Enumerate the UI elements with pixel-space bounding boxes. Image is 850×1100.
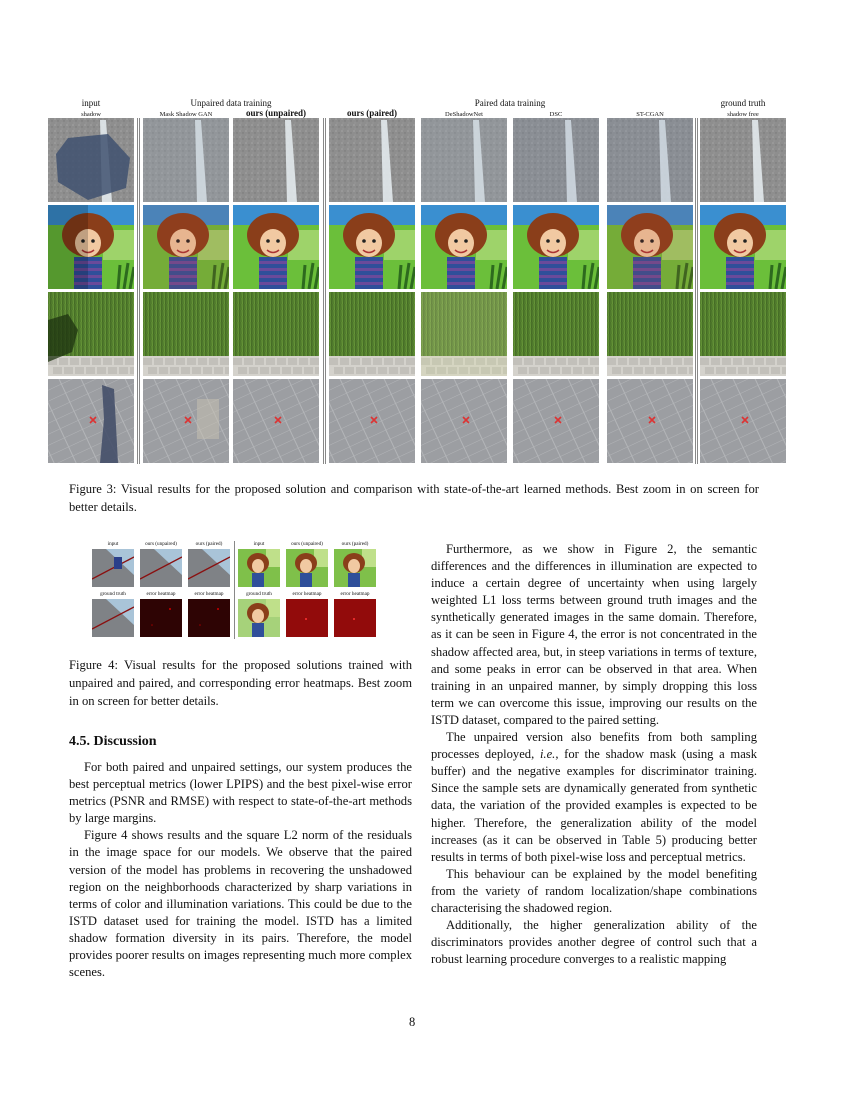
sub-shadow-free: shadow free bbox=[727, 111, 759, 118]
result-image bbox=[233, 118, 319, 202]
separator-line bbox=[697, 118, 698, 464]
section-heading: 4.5. Discussion bbox=[69, 734, 157, 749]
figure4-label: error heatmap bbox=[292, 591, 322, 597]
figure4-label: error heatmap bbox=[340, 591, 370, 597]
result-image bbox=[233, 292, 319, 376]
figure4-label: input bbox=[107, 541, 119, 547]
separator-line bbox=[695, 118, 696, 464]
figure4-label: ours (unpaired) bbox=[291, 541, 323, 547]
result-image bbox=[329, 292, 415, 376]
figure4-caption: Figure 4: Visual results for the proposed solutions trained with unpaired and paired, and corresponding error heatmaps. Best zoom in on screen for better details. bbox=[69, 658, 412, 708]
result-image bbox=[143, 205, 229, 289]
figure4-label: ours (paired) bbox=[195, 541, 223, 547]
result-image bbox=[700, 379, 786, 463]
result-image bbox=[140, 549, 182, 587]
result-image bbox=[92, 599, 134, 637]
figure4-label: ground truth bbox=[246, 591, 272, 597]
paragraph: Furthermore, as we show in Figure 2, the semantic differences and the differences in illumination are expected to induce a certain degree of uncertainty when using largely weighted L1 loss terms between ground truth images and the synthetically generated images in the same domain. Therefore, as it can be seen in Figure 4, the error is not concentrated in the shadow affected area, but, in steep variations in terms of texture, and some peaks in error can be observed in that area. When training in an unpaired manner, by simply dropping this loss term we can overcome this issue, improving our results on the ISTD dataset, compared to the paired setting. bbox=[431, 542, 757, 727]
separator-line bbox=[139, 118, 140, 464]
sub-deshadownet: DeShadowNet bbox=[445, 111, 483, 118]
result-image bbox=[334, 549, 376, 587]
result-image bbox=[607, 379, 693, 463]
result-image bbox=[238, 599, 280, 637]
separator-line bbox=[137, 118, 138, 464]
header-unpaired: Unpaired data training bbox=[190, 98, 272, 108]
result-image bbox=[140, 599, 182, 637]
result-image bbox=[700, 292, 786, 376]
figure4-label: ours (unpaired) bbox=[145, 541, 177, 547]
sub-mask-shadow-gan: Mask Shadow GAN bbox=[159, 111, 213, 118]
result-image bbox=[421, 118, 507, 202]
figure3-caption: Figure 3: Visual results for the proposed solution and comparison with state-of-the-art learned methods. Best zoom in on screen for better details. bbox=[69, 482, 759, 514]
result-image bbox=[513, 118, 599, 202]
left-column bbox=[69, 759, 412, 981]
result-image bbox=[700, 205, 786, 289]
figure4-label: error heatmap bbox=[146, 591, 176, 597]
paragraph: Additionally, the higher generalization ability of the discriminators provides another degree of control such that a robust learning procedure converges to a realistic mapping bbox=[431, 918, 757, 967]
sub-ours-paired: ours (paired) bbox=[346, 108, 398, 118]
result-image bbox=[700, 118, 786, 202]
result-image bbox=[238, 549, 280, 587]
result-image bbox=[607, 292, 693, 376]
result-image bbox=[143, 118, 229, 202]
result-image bbox=[513, 292, 599, 376]
figure4-label: ground truth bbox=[100, 591, 126, 597]
result-image bbox=[92, 549, 134, 587]
result-image bbox=[48, 379, 134, 463]
result-image bbox=[513, 379, 599, 463]
result-image bbox=[329, 205, 415, 289]
separator-line bbox=[234, 541, 235, 639]
right-column bbox=[431, 541, 757, 968]
figure4-label: error heatmap bbox=[194, 591, 224, 597]
result-image bbox=[286, 599, 328, 637]
header-input: input bbox=[81, 98, 101, 108]
result-image bbox=[421, 205, 507, 289]
result-image bbox=[421, 379, 507, 463]
result-image bbox=[48, 205, 134, 289]
result-image bbox=[233, 205, 319, 289]
paragraph-text: The unpaired version also benefits from both sampling processes deployed, bbox=[431, 730, 757, 762]
paragraph-text: , for the shadow mask (using a mask buffer) and the negative examples for discriminator training. Since the sample sets are dynamically generated from synthetic data, the variation of the provided examples is expected to be higher. Therefore, the generalization ability of the model increases (as it can be observed in Table 5) producing better results in terms of both pixel-wise loss and perceptual metrics. bbox=[431, 747, 757, 864]
separator-line bbox=[323, 118, 324, 464]
result-image bbox=[143, 292, 229, 376]
result-image bbox=[188, 549, 230, 587]
result-image bbox=[48, 292, 134, 376]
header-paired: Paired data training bbox=[474, 98, 546, 108]
result-image bbox=[334, 599, 376, 637]
result-image bbox=[607, 205, 693, 289]
result-image bbox=[48, 118, 134, 202]
sub-dsc: DSC bbox=[549, 111, 563, 118]
result-image bbox=[233, 379, 319, 463]
result-image bbox=[286, 549, 328, 587]
result-image bbox=[143, 379, 229, 463]
result-image bbox=[188, 599, 230, 637]
sub-st-cgan: ST-CGAN bbox=[636, 111, 664, 118]
result-image bbox=[607, 118, 693, 202]
result-image bbox=[513, 205, 599, 289]
figure4-label: input bbox=[253, 541, 265, 547]
result-image bbox=[421, 292, 507, 376]
separator-line bbox=[325, 118, 326, 464]
paragraph: Figure 4 shows results and the square L2 norm of the residuals in the image space for our models. We observe that the paired version of the model has problems in recovering the unshadowed region on the neighborhoods characterized by sharp variations in terms of color and illumination variations. This could be due to the ISTD dataset used for training the model. ISTD has a limited shadow formation diversity in its pairs. Therefore, the model provides poorer results on images representing much more complex scenes. bbox=[69, 828, 412, 980]
result-image bbox=[329, 379, 415, 463]
page-number: 8 bbox=[409, 1015, 416, 1029]
paragraph-text-italic: i.e. bbox=[539, 747, 556, 762]
result-image bbox=[329, 118, 415, 202]
sub-shadow: shadow bbox=[81, 111, 101, 118]
header-ground-truth: ground truth bbox=[720, 98, 766, 108]
sub-ours-unpaired: ours (unpaired) bbox=[245, 108, 307, 118]
paragraph: This behaviour can be explained by the model benefiting from the variety of random localization/shape combinations characterising the shadowed region. bbox=[431, 866, 757, 915]
paragraph bbox=[431, 729, 757, 866]
figure4-label: ours (paired) bbox=[341, 541, 369, 547]
paragraph: For both paired and unpaired settings, our system produces the best perceptual metrics (lower LPIPS) and the best pixel-wise error metrics (PSNR and RMSE) with respect to state-of-the-art methods by large margins. bbox=[69, 760, 412, 826]
